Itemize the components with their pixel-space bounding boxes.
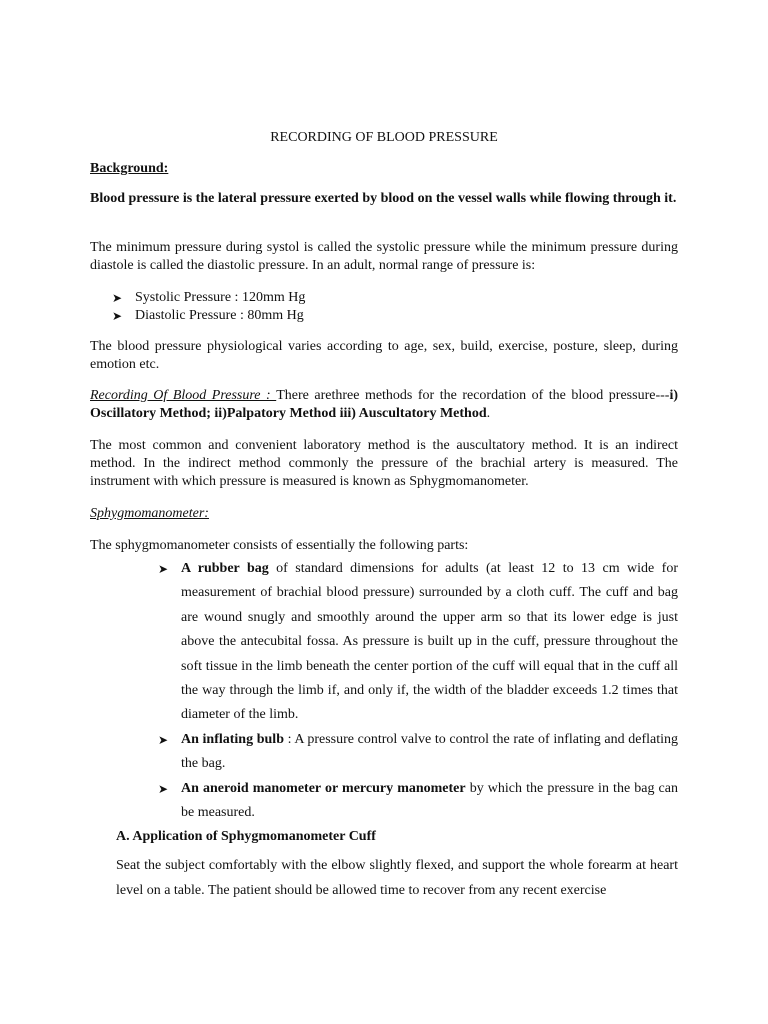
list-item: ➤ Systolic Pressure : 120mm Hg [112, 290, 306, 305]
parts-list [158, 557, 678, 825]
recording-text: There arethree methods for the recordation of the blood pressure--- [276, 388, 670, 403]
minimum-pressure-paragraph: The minimum pressure during systol is called the systolic pressure while the minimum pressure during diastole is called the diastolic pressure. In an adult, normal range of pressure is: [90, 240, 678, 273]
common-method-paragraph: The most common and convenient laboratory method is the auscultatory method. It is an indirect method. In the indirect method commonly the pressure of the brachial artery is measured. The instrument with which pressure is measured is known as Sphygmomanometer. [90, 438, 678, 489]
arrow-bullet-icon: ➤ [158, 781, 169, 796]
recording-label: Recording Of Blood Pressure : [90, 388, 277, 403]
definition-paragraph: Blood pressure is the lateral pressure exerted by blood on the vessel walls while flowing through it. [90, 191, 677, 206]
list-item: ➤ A rubber bag of standard dimensions for adults (at least 12 to 13 cm wide for measurement of brachial blood pressure) surrounded by a cloth cuff. The cuff and bag are wound snugly and smoothly around the upper arm so that its lower edge is just above the antecubital fossa. As pressure is built up in the cuff, pressure throughout the soft tissue in the limb beneath the center portion of the cuff will equal that in the cuff all the way through the limb if, and only if, the width of the bladder exceeds 1.2 times that diameter of the limb. [158, 557, 678, 728]
parts-intro: The sphygmomanometer consists of essentially the following parts: [90, 538, 469, 553]
variation-paragraph: The blood pressure physiological varies according to age, sex, build, exercise, posture, sleep, during emotion etc. [90, 339, 678, 372]
arrow-bullet-icon: ➤ [158, 562, 169, 576]
sphygmomanometer-heading: Sphygmomanometer: [90, 506, 209, 521]
recording-paragraph: Recording Of Blood Pressure : There arethree methods for the recordation of the blood pressure---i) Oscillatory Method; ii)Palpatory Method iii) Auscultatory Method. [90, 388, 678, 421]
list-item: ➤ An inflating bulb : A pressure control valve to control the rate of inflating and deflating the bag. [158, 728, 678, 777]
document-title: RECORDING OF BLOOD PRESSURE [270, 130, 498, 145]
section-a-heading: A. Application of Sphygmomanometer Cuff [116, 829, 376, 844]
list-item: ➤ Diastolic Pressure : 80mm Hg [112, 308, 304, 323]
background-heading: Background: [90, 161, 169, 176]
section-a-paragraph: Seat the subject comfortably with the elbow slightly flexed, and support the whole forearm at heart level on a table. The patient should be allowed time to recover from any recent exercise [116, 858, 678, 898]
arrow-bullet-icon: ➤ [112, 309, 123, 323]
recording-methods: i) Oscillatory Method; ii)Palpatory Method iii) Auscultatory Method [90, 388, 678, 421]
normal-range-list [112, 289, 305, 325]
arrow-bullet-icon: ➤ [112, 291, 123, 305]
arrow-bullet-icon: ➤ [158, 732, 169, 747]
list-item: ➤ An aneroid manometer or mercury manometer by which the pressure in the bag can be measured. [158, 777, 678, 826]
